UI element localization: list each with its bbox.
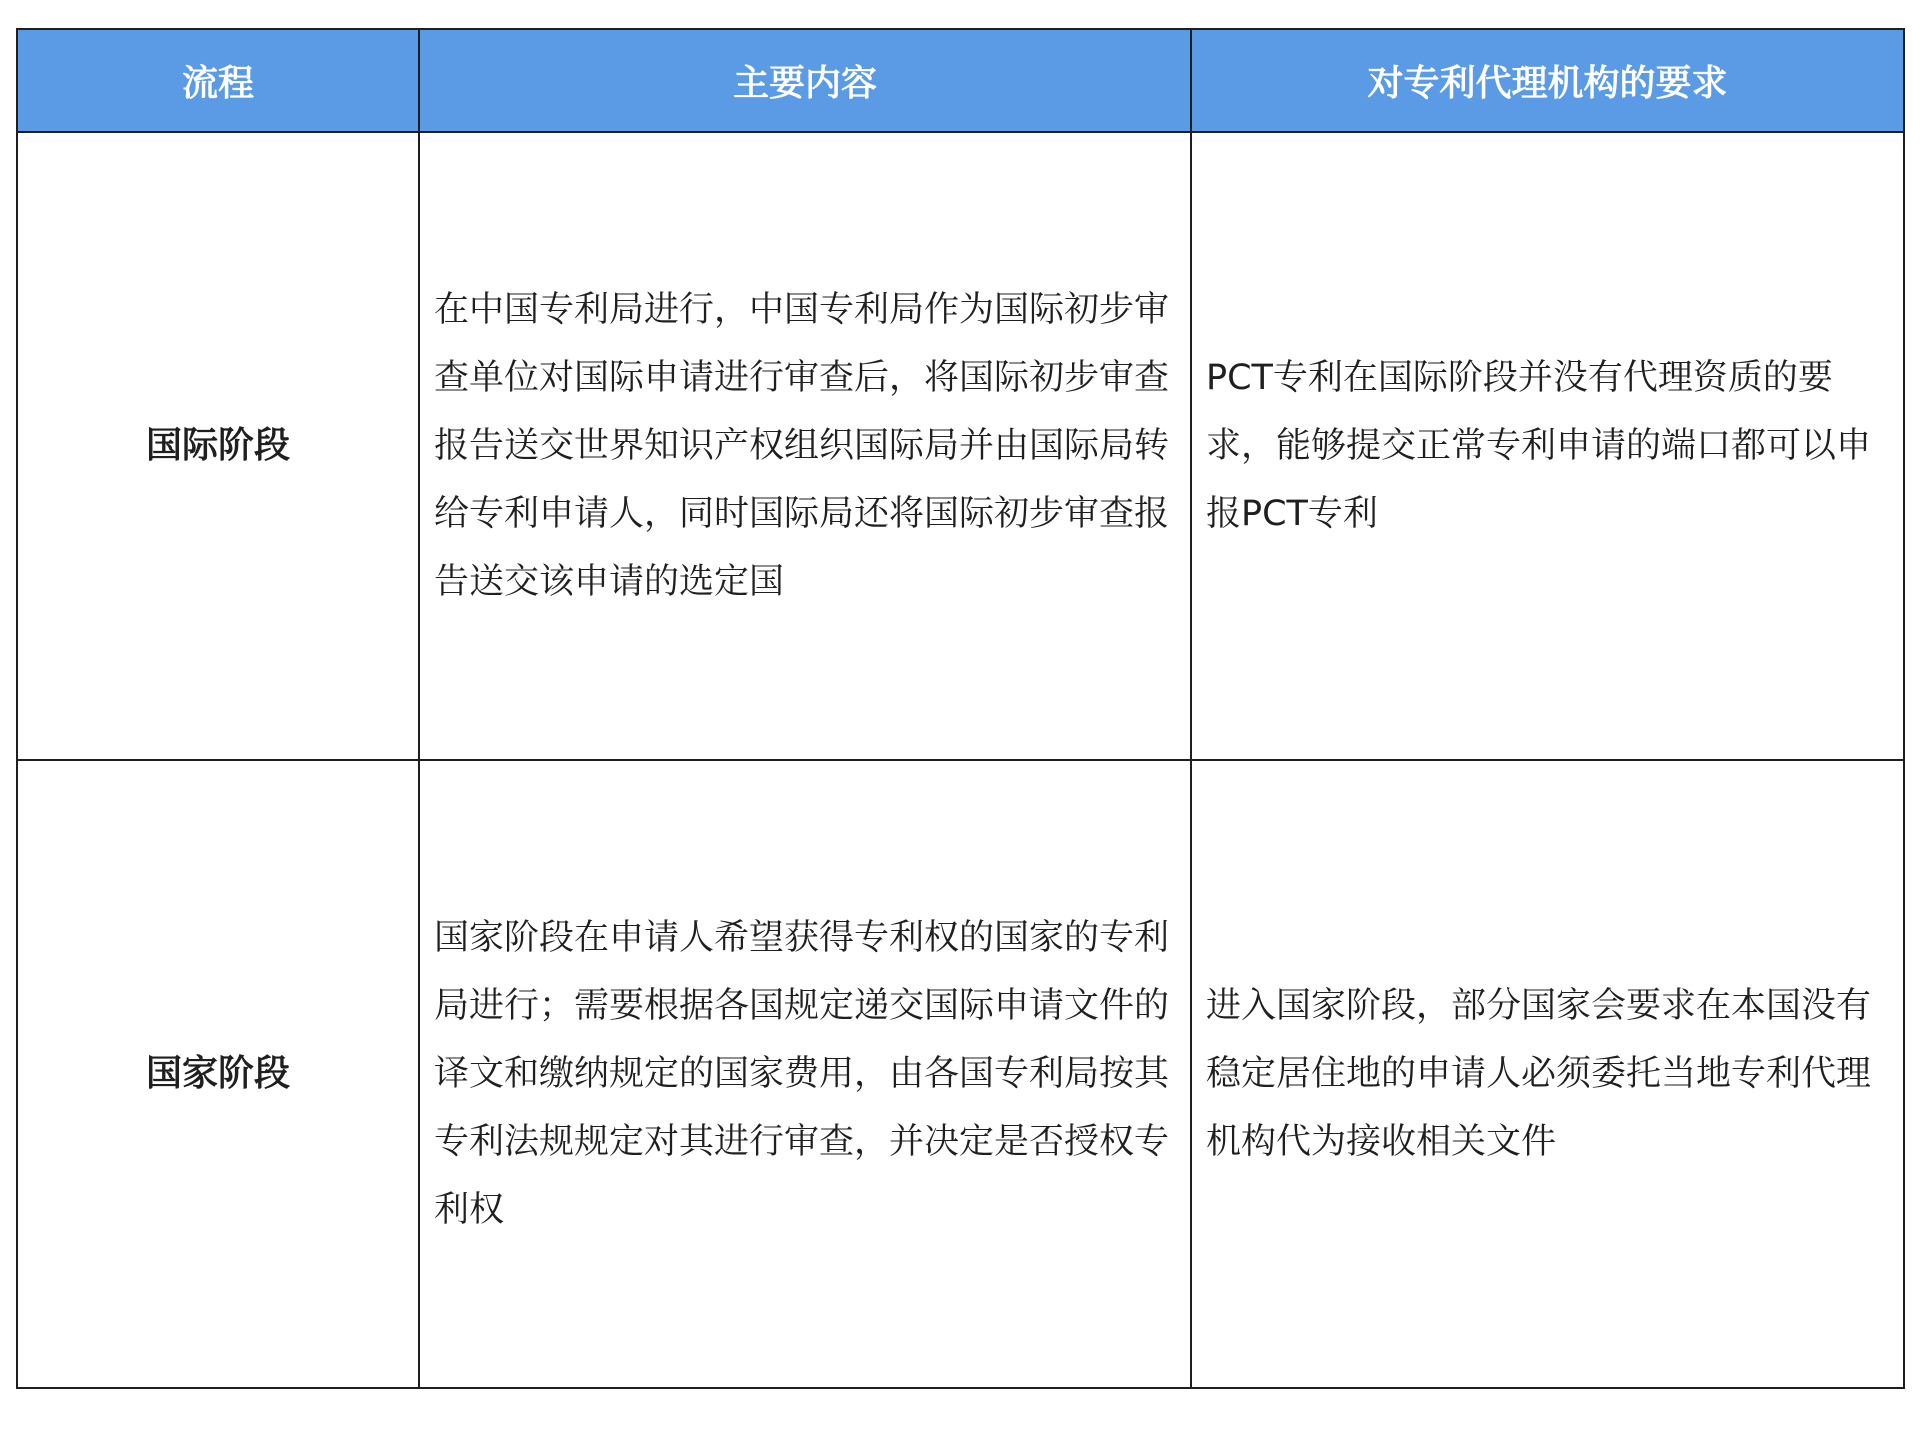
header-row: [17, 29, 1904, 132]
content-text: 国家阶段在申请人希望获得专利权的国家的专利局进行；需要根据各国规定递交国际申请文件的译文和缴纳规定的国家费用，由各国专利局按其专利法规规定对其进行审查，并决定是否授权专利权: [434, 918, 1170, 1230]
requirement-cell: [1191, 760, 1904, 1388]
pct-process-table: [16, 28, 1905, 1389]
requirement-text: PCT专利在国际阶段并没有代理资质的要求，能够提交正常专利申请的端口都可以申报PCT专利: [1206, 358, 1872, 534]
table-row: [17, 132, 1904, 760]
table-row: [17, 760, 1904, 1388]
header-process: 流程: [17, 29, 419, 132]
stage-cell: 国家阶段: [17, 760, 419, 1388]
table-body: [17, 132, 1904, 1388]
requirement-cell: [1191, 132, 1904, 760]
requirement-text: 进入国家阶段，部分国家会要求在本国没有稳定居住地的申请人必须委托当地专利代理机构代为接收相关文件: [1206, 986, 1872, 1162]
content-cell: [419, 132, 1191, 760]
pct-process-table-container: [16, 28, 1903, 1389]
stage-cell: 国际阶段: [17, 132, 419, 760]
content-cell: [419, 760, 1191, 1388]
header-agency-requirements: 对专利代理机构的要求: [1191, 29, 1904, 132]
content-text: 在中国专利局进行，中国专利局作为国际初步审查单位对国际申请进行审查后，将国际初步审查报告送交世界知识产权组织国际局并由国际局转给专利申请人，同时国际局还将国际初步审查报告送交该申请的选定国: [434, 290, 1170, 602]
header-main-content: 主要内容: [419, 29, 1191, 132]
table-header: [17, 29, 1904, 132]
